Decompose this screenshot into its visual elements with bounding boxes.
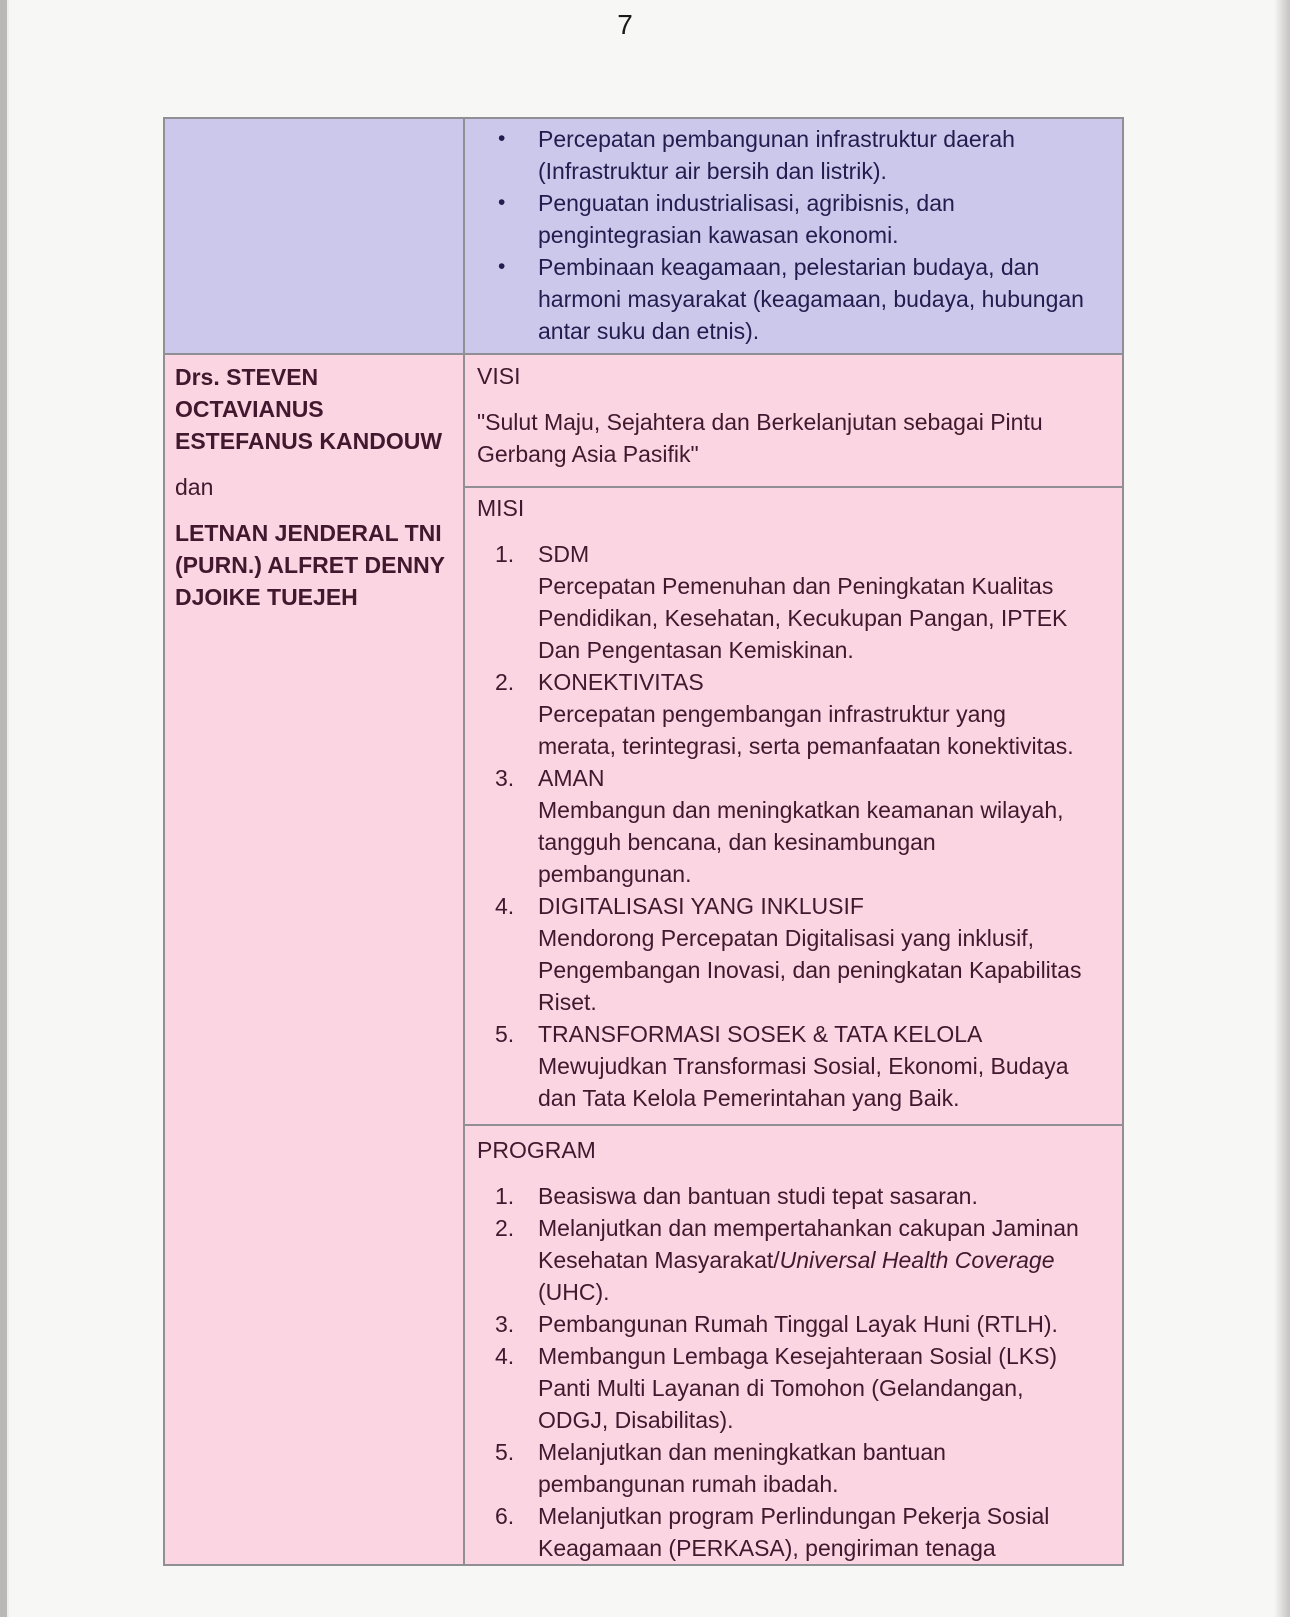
bullet-item-text: Pembinaan keagamaan, pelestarian budaya, dan harmoni masyarakat (keagamaan, budaya, hubungan antar suku dan etnis). — [538, 254, 1084, 344]
program-item-text — [538, 1212, 1085, 1308]
candidate-table — [163, 117, 1124, 1566]
misi-list-item — [495, 1018, 1085, 1114]
program-list-item — [495, 1212, 1085, 1308]
misi-item-description: Mendorong Percepatan Digitalisasi yang inklusif, Pengembangan Inovasi, dan peningkatan Kapabilitas Riset. — [538, 925, 1082, 1015]
bullet-item-text: Penguatan industrialisasi, agribisnis, dan pengintegrasian kawasan ekonomi. — [538, 190, 955, 248]
item-number: 5. — [495, 1021, 515, 1047]
program-cell — [465, 1126, 1122, 1564]
misi-item-description: Percepatan pengembangan infrastruktur yang merata, terintegrasi, serta pemanfaatan konektivitas. — [538, 701, 1074, 759]
misi-item-text — [538, 538, 1085, 666]
program-item-text: Melanjutkan dan meningkatkan bantuan pembangunan rumah ibadah. — [538, 1439, 946, 1497]
page-left-shadow — [0, 0, 9, 1617]
program-list-item — [495, 1180, 1085, 1212]
program-item-text — [538, 1308, 1085, 1340]
program-list-item — [495, 1308, 1085, 1340]
misi-item-title: DIGITALISASI YANG INKLUSIF — [538, 893, 864, 919]
misi-item-description: Percepatan Pemenuhan dan Peningkatan Kualitas Pendidikan, Kesehatan, Kecukupan Pangan, IPTEK Dan Pengentasan Kemiskinan. — [538, 573, 1068, 663]
candidate-names-cell — [165, 355, 465, 1564]
program-list-item — [495, 1436, 1085, 1500]
program-item-text: Beasiswa dan bantuan studi tepat sasaran. — [538, 1183, 978, 1209]
program-list-item — [495, 1500, 1085, 1564]
misi-item-text — [538, 1018, 1085, 1114]
misi-item-title: KONEKTIVITAS — [538, 669, 704, 695]
misi-heading: MISI — [477, 495, 525, 521]
program-item-text — [538, 1180, 1085, 1212]
misi-list — [477, 538, 1085, 1114]
misi-cell — [465, 488, 1122, 1126]
misi-item-description: Membangun dan meningkatkan keamanan wilayah, tangguh bencana, dan kesinambungan pembangunan. — [538, 797, 1064, 887]
item-number: 3. — [495, 765, 515, 791]
item-number: 3. — [495, 1311, 515, 1337]
misi-list-item — [495, 538, 1085, 666]
program-item-text: Membangun Lembaga Kesejahteraan Sosial (LKS) Panti Multi Layanan di Tomohon (Gelandangan, ODGJ, Disabilitas). — [538, 1343, 1058, 1433]
misi-item-title: SDM — [538, 541, 590, 567]
bullet-icon: • — [498, 255, 506, 278]
bullet-list-item — [498, 187, 1086, 251]
item-number: 2. — [495, 669, 515, 695]
item-number: 4. — [495, 893, 515, 919]
program-highlights-cell — [465, 119, 1122, 355]
misi-item-text — [538, 890, 1085, 1018]
page-number: 7 — [617, 9, 633, 40]
bullet-icon: • — [498, 127, 506, 150]
program-item-text: Melanjutkan dan mempertahankan cakupan Jaminan Kesehatan Masyarakat/ — [538, 1215, 1079, 1273]
program-list-item — [495, 1340, 1085, 1436]
visi-quote: "Sulut Maju, Sejahtera dan Berkelanjutan sebagai Pintu Gerbang Asia Pasifik" — [477, 409, 1043, 467]
misi-item-description: Mewujudkan Transformasi Sosial, Ekonomi, Budaya dan Tata Kelola Pemerintahan yang Baik. — [538, 1053, 1069, 1111]
page-right-shadow — [1274, 0, 1290, 1617]
highlight-bullet-list — [473, 123, 1086, 347]
item-number: 2. — [495, 1215, 515, 1241]
program-item-text-italic: Universal Health Coverage — [779, 1247, 1055, 1273]
candidate-name-1: Drs. STEVEN OCTAVIANUS ESTEFANUS KANDOUW — [175, 364, 443, 454]
item-number: 4. — [495, 1343, 515, 1369]
program-item-text — [538, 1436, 1085, 1500]
program-item-text: Pembangunan Rumah Tinggal Layak Huni (RTLH). — [538, 1311, 1058, 1337]
bullet-icon: • — [498, 191, 506, 214]
misi-item-title: TRANSFORMASI SOSEK & TATA KELOLA — [538, 1021, 983, 1047]
program-item-text: Melanjutkan program Perlindungan Pekerja Sosial Keagamaan (PERKASA), pengiriman tenaga — [538, 1503, 1050, 1561]
bullet-list-item — [498, 251, 1086, 347]
program-item-text — [538, 1340, 1085, 1436]
program-item-text: (UHC). — [538, 1279, 610, 1305]
candidate-name-2: LETNAN JENDERAL TNI (PURN.) ALFRET DENNY DJOIKE TUEJEH — [175, 520, 445, 610]
program-list — [477, 1180, 1085, 1564]
candidates-connector: dan — [175, 474, 214, 500]
program-item-text — [538, 1500, 1085, 1564]
misi-item-text — [538, 762, 1085, 890]
bullet-list-item — [498, 123, 1086, 187]
misi-list-item — [495, 890, 1085, 1018]
item-number: 1. — [495, 1183, 515, 1209]
item-number: 5. — [495, 1439, 515, 1465]
misi-item-text — [538, 666, 1085, 762]
bullet-item-text: Percepatan pembangunan infrastruktur daerah (Infrastruktur air bersih dan listrik). — [538, 126, 1015, 184]
visi-heading: VISI — [477, 363, 521, 389]
item-number: 1. — [495, 541, 515, 567]
empty-cell — [165, 119, 465, 355]
program-heading: PROGRAM — [477, 1137, 596, 1163]
misi-list-item — [495, 762, 1085, 890]
item-number: 6. — [495, 1503, 515, 1529]
misi-list-item — [495, 666, 1085, 762]
misi-item-title: AMAN — [538, 765, 605, 791]
visi-cell — [465, 355, 1122, 488]
